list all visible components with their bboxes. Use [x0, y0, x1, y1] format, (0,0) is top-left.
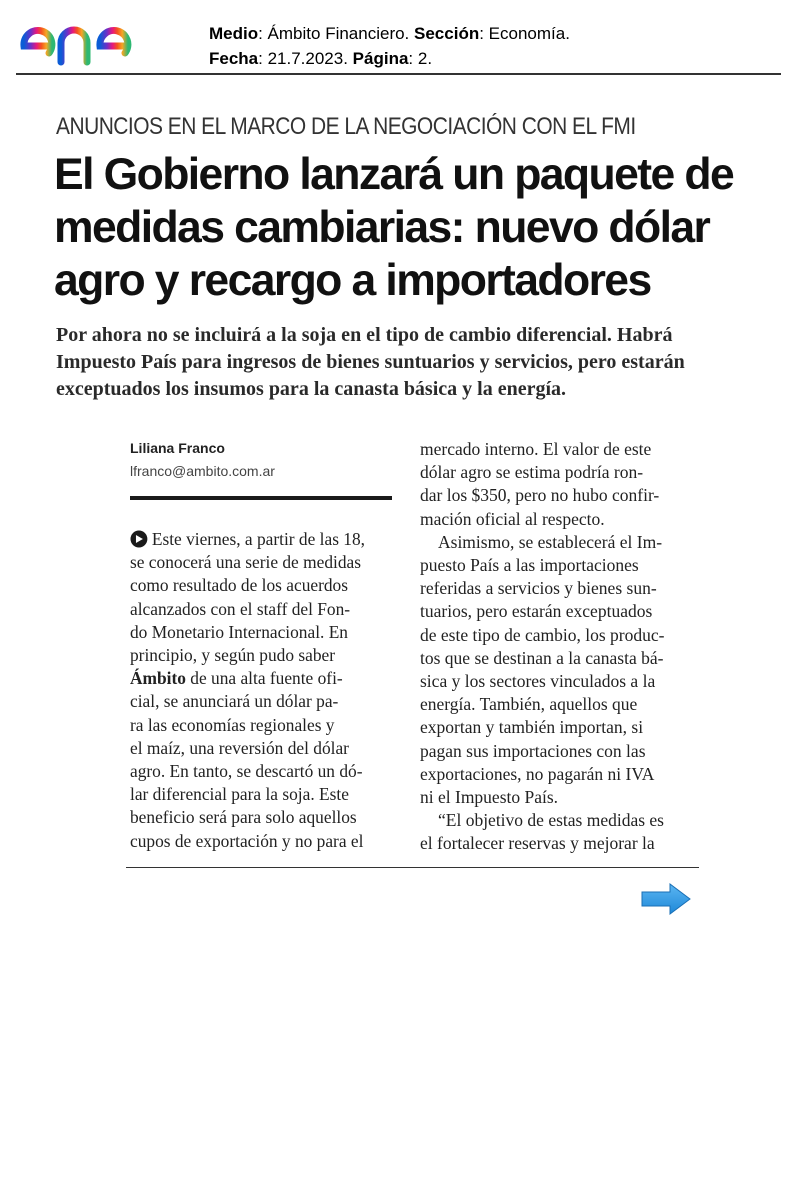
source-line-1 — [209, 21, 570, 46]
body-line: ra las economías regionales y — [130, 714, 335, 735]
body-line: el fortalecer reservas y mejorar la — [420, 833, 655, 854]
body-line: ni el Impuesto País. — [420, 787, 559, 808]
body-line: do Monetario Internacional. En — [130, 621, 349, 642]
body-line: exportan y también importan, si — [420, 717, 644, 738]
headline-line: agro y recargo a importadores — [54, 256, 651, 305]
article-bottom-divider — [126, 867, 699, 868]
byline-author: Liliana Franco — [130, 440, 225, 456]
body-line — [130, 528, 394, 551]
body-line: dólar agro se estima podría ron- — [420, 462, 644, 483]
body-line: tuarios, pero estarán exceptuados — [420, 601, 653, 622]
body-line: alcanzados con el staff del Fon- — [130, 598, 351, 619]
article-headline — [54, 148, 774, 307]
article-column-2 — [420, 438, 690, 856]
ambito-bold: Ámbito — [130, 668, 186, 689]
body-line: “El objetivo de estas medidas es — [438, 810, 664, 831]
headline-line: El Gobierno lanzará un paquete de — [54, 150, 734, 199]
body-line: cial, se anunciará un dólar pa- — [130, 691, 339, 712]
body-line: puesto País a las importaciones — [420, 555, 639, 576]
body-line: exportaciones, no pagarán ni IVA — [420, 763, 655, 784]
seccion-label: Sección — [414, 24, 480, 43]
source-line-2 — [209, 46, 570, 71]
article-column-1 — [130, 528, 396, 853]
lead-line: exceptuados los insumos para la canasta básica y la energía. — [56, 378, 567, 400]
pagina-value: : 2. — [408, 49, 433, 68]
body-line: tos que se destinan a la canasta bá- — [420, 647, 664, 668]
body-line: Asimismo, se establecerá el Im- — [438, 531, 663, 552]
body-line: agro. En tanto, se descartó un dó- — [130, 761, 363, 782]
pagina-label: Página — [352, 49, 409, 68]
fecha-value: : 21.7.2023. — [258, 49, 353, 68]
medio-label: Medio — [209, 24, 259, 43]
lead-line: Impuesto País para ingresos de bienes suntuarios y servicios, pero estarán — [56, 351, 685, 373]
body-line: como resultado de los acuerdos — [130, 575, 349, 596]
headline-line: medidas cambiarias: nuevo dólar — [54, 203, 710, 252]
body-line: pagan sus importaciones con las — [420, 740, 646, 761]
body-line: energía. También, aquellos que — [420, 694, 638, 715]
arrow-circle-icon — [130, 530, 148, 548]
lead-line: Por ahora no se incluirá a la soja en el tipo de cambio diferencial. Habrá — [56, 324, 673, 346]
body-text: de una alta fuente ofi- — [185, 668, 343, 689]
header-divider — [16, 73, 781, 75]
body-line — [130, 667, 394, 690]
enel-logo — [18, 6, 180, 68]
arrow-right-icon[interactable] — [640, 882, 692, 916]
body-text: Este viernes, a partir de las 18, — [151, 529, 366, 549]
body-line: se conocerá una serie de medidas — [130, 552, 361, 573]
byline-email[interactable]: lfranco@ambito.com.ar — [130, 463, 275, 479]
source-metadata — [209, 21, 570, 71]
fecha-label: Fecha — [209, 49, 259, 68]
body-line: lar diferencial para la soja. Este — [130, 784, 349, 805]
body-line: sica y los sectores vinculados a la — [420, 671, 656, 692]
body-line: mación oficial al respecto. — [420, 508, 605, 529]
body-line: el maíz, una reversión del dólar — [130, 737, 349, 758]
body-line: dar los $350, pero no hubo confir- — [420, 485, 660, 506]
body-line: referidas a servicios y bienes sun- — [420, 578, 657, 599]
body-line: de este tipo de cambio, los produc- — [420, 624, 665, 645]
seccion-value: : Economía. — [479, 24, 570, 43]
article-lead — [56, 322, 756, 403]
byline-divider — [130, 496, 392, 500]
article-kicker: ANUNCIOS EN EL MARCO DE LA NEGOCIACIÓN CON EL FMI — [56, 113, 636, 140]
body-line: mercado interno. El valor de este — [420, 439, 652, 459]
medio-value: : Ámbito Financiero. — [258, 24, 415, 43]
body-line: principio, y según pudo saber — [130, 645, 336, 666]
body-line: beneficio será para solo aquellos — [130, 807, 357, 828]
body-line: cupos de exportación y no para el — [130, 830, 364, 851]
